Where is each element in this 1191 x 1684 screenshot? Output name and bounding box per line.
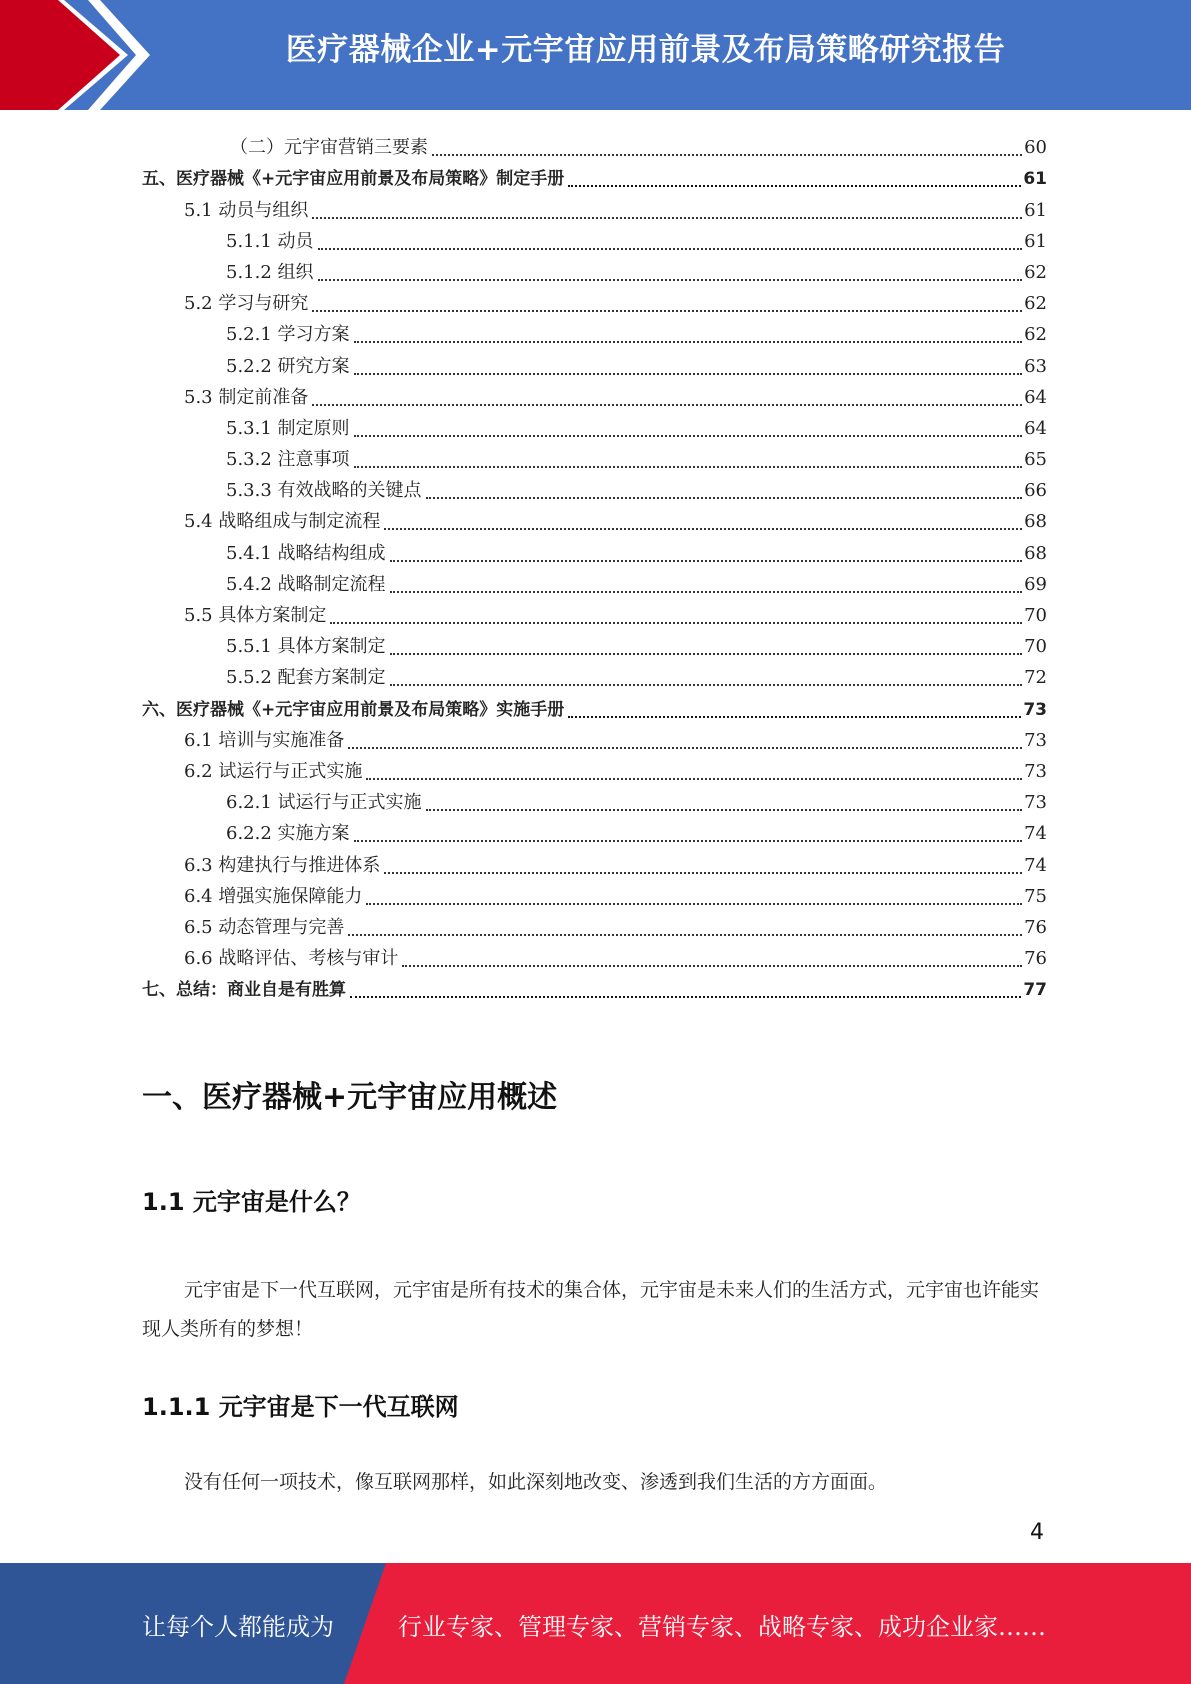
toc-entry-label: 5.2.1 学习方案 — [226, 324, 350, 346]
toc-entry-page: 62 — [1024, 324, 1047, 346]
body-paragraph: 元宇宙是下一代互联网，元宇宙是所有技术的集合体，元宇宙是未来人们的生活方式，元宇宙也许能实现人类所有的梦想！ — [142, 1279, 1040, 1340]
toc-entry-label: 5.1 动员与组织 — [184, 199, 309, 221]
subsection-heading: 1.1.1 元宇宙是下一代互联网 — [142, 1393, 459, 1421]
toc-entry-label: 七、总结：商业自是有胜算 — [142, 980, 346, 1001]
toc-dot-leader — [348, 933, 1022, 936]
toc-entry[interactable] — [142, 284, 1047, 315]
page-header — [0, 0, 1191, 110]
toc-entry-label: 6.2 试运行与正式实施 — [184, 760, 363, 782]
toc-entry-label: 6.2.2 实施方案 — [226, 823, 350, 845]
toc-entry-label: 6.4 增强实施保障能力 — [184, 885, 363, 907]
footer-slogan-left: 让每个人都能成为 — [142, 1613, 334, 1641]
toc-dot-leader — [354, 434, 1023, 437]
toc-entry-label: 5.5.1 具体方案制定 — [226, 636, 386, 658]
toc-entry-label: 5.4.2 战略制定流程 — [226, 573, 386, 595]
toc-entry[interactable] — [142, 409, 1047, 440]
page-footer — [0, 1563, 1191, 1684]
toc-entry-label: 5.3.2 注意事项 — [226, 449, 350, 471]
toc-dot-leader — [432, 153, 1022, 156]
toc-entry-page: 73 — [1023, 699, 1047, 720]
toc-dot-leader — [318, 247, 1023, 250]
toc-dot-leader — [354, 839, 1023, 842]
toc-dot-leader — [426, 496, 1023, 499]
toc-dot-leader — [366, 902, 1022, 905]
chapter-heading: 一、医疗器械+元宇宙应用概述 — [142, 1080, 558, 1115]
toc-entry-label: 5.2 学习与研究 — [184, 293, 309, 315]
toc-dot-leader — [390, 652, 1023, 655]
toc-entry-label: 6.2.1 试运行与正式实施 — [226, 792, 422, 814]
toc-entry[interactable] — [142, 845, 1047, 876]
toc-dot-leader — [568, 184, 1021, 187]
toc-entry[interactable] — [142, 783, 1047, 814]
toc-entry-label: 5.1.2 组织 — [226, 261, 314, 283]
toc-entry-page: 61 — [1024, 199, 1047, 221]
toc-dot-leader — [312, 403, 1022, 406]
toc-dot-leader — [384, 871, 1022, 874]
toc-entry[interactable] — [142, 752, 1047, 783]
toc-dot-leader — [390, 590, 1023, 593]
toc-entry-page: 72 — [1024, 667, 1047, 689]
page-number: 4 — [1030, 1520, 1044, 1545]
toc-dot-leader — [402, 964, 1022, 967]
toc-entry-page: 70 — [1024, 605, 1047, 626]
toc-entry-label: 五、医疗器械《+元宇宙应用前景及布局策略》制定手册 — [142, 169, 565, 190]
toc-entry-page: 66 — [1024, 480, 1047, 502]
toc-entry[interactable] — [142, 658, 1047, 689]
toc-dot-leader — [366, 777, 1022, 780]
toc-entry[interactable] — [142, 502, 1047, 533]
toc-entry-page: 70 — [1024, 636, 1047, 658]
toc-entry[interactable] — [142, 939, 1047, 970]
toc-entry-label: 5.3 制定前准备 — [184, 386, 309, 408]
body-paragraph: 没有任何一项技术，像互联网那样，如此深刻地改变、渗透到我们生活的方方面面。 — [184, 1471, 888, 1493]
toc-dot-leader — [426, 808, 1023, 811]
toc-dot-leader — [330, 621, 1022, 624]
toc-entry[interactable] — [142, 253, 1047, 284]
toc-entry-page: 69 — [1024, 573, 1047, 595]
toc-entry-page: 62 — [1024, 293, 1047, 315]
toc-entry-label: 5.4.1 战略结构组成 — [226, 542, 386, 564]
table-of-contents — [142, 128, 1047, 1001]
toc-entry-page: 61 — [1024, 230, 1047, 252]
toc-entry[interactable] — [142, 440, 1047, 471]
toc-dot-leader — [390, 559, 1023, 562]
toc-dot-leader — [312, 216, 1022, 219]
toc-entry[interactable] — [142, 128, 1047, 159]
toc-dot-leader — [390, 683, 1023, 686]
toc-entry-page: 64 — [1024, 417, 1047, 439]
toc-entry-label: 5.3.3 有效战略的关键点 — [226, 480, 422, 502]
document-title: 医疗器械企业+元宇宙应用前景及布局策略研究报告 — [285, 32, 1006, 68]
toc-entry[interactable] — [142, 533, 1047, 564]
toc-entry-label: 5.1.1 动员 — [226, 230, 314, 252]
toc-entry[interactable] — [142, 877, 1047, 908]
toc-entry-label: （二）元宇宙营销三要素 — [230, 137, 428, 159]
toc-entry-page: 73 — [1024, 729, 1047, 751]
toc-entry[interactable] — [142, 315, 1047, 346]
toc-entry[interactable] — [142, 689, 1047, 720]
toc-dot-leader — [354, 465, 1023, 468]
toc-entry-page: 61 — [1023, 169, 1047, 190]
toc-entry-page: 62 — [1024, 261, 1047, 283]
toc-dot-leader — [354, 340, 1023, 343]
toc-entry-label: 6.3 构建执行与推进体系 — [184, 854, 381, 876]
section-heading: 1.1 元宇宙是什么？ — [142, 1188, 361, 1216]
toc-entry[interactable] — [142, 970, 1047, 1001]
toc-dot-leader — [354, 372, 1023, 375]
toc-entry[interactable] — [142, 908, 1047, 939]
toc-entry-page: 73 — [1024, 760, 1047, 782]
toc-entry-page: 77 — [1023, 980, 1047, 1001]
toc-entry-label: 5.5.2 配套方案制定 — [226, 667, 386, 689]
toc-dot-leader — [348, 746, 1022, 749]
toc-entry-page: 60 — [1024, 137, 1047, 159]
toc-dot-leader — [318, 278, 1023, 281]
toc-entry-page: 63 — [1024, 355, 1047, 377]
toc-entry-label: 6.6 战略评估、考核与审计 — [184, 948, 399, 970]
toc-dot-leader — [312, 309, 1022, 312]
footer-slogan-right: 行业专家、管理专家、营销专家、战略专家、成功企业家…… — [398, 1613, 1046, 1641]
toc-entry[interactable] — [142, 190, 1047, 221]
toc-entry[interactable] — [142, 814, 1047, 845]
toc-entry[interactable] — [142, 596, 1047, 627]
toc-entry-label: 六、医疗器械《+元宇宙应用前景及布局策略》实施手册 — [142, 699, 565, 720]
toc-entry-label: 5.3.1 制定原则 — [226, 417, 350, 439]
toc-entry[interactable] — [142, 346, 1047, 377]
toc-entry[interactable] — [142, 159, 1047, 190]
toc-entry-page: 74 — [1024, 823, 1047, 845]
toc-entry[interactable] — [142, 222, 1047, 253]
toc-entry-page: 65 — [1024, 449, 1047, 471]
toc-dot-leader — [350, 995, 1021, 998]
toc-entry[interactable] — [142, 378, 1047, 409]
toc-entry-label: 5.2.2 研究方案 — [226, 355, 350, 377]
toc-entry-page: 68 — [1024, 542, 1047, 564]
toc-entry[interactable] — [142, 471, 1047, 502]
toc-entry-page: 64 — [1024, 386, 1047, 408]
toc-entry-page: 75 — [1024, 885, 1047, 907]
toc-entry-page: 73 — [1024, 792, 1047, 814]
toc-entry[interactable] — [142, 721, 1047, 752]
toc-entry-page: 68 — [1024, 511, 1047, 533]
toc-entry-page: 76 — [1024, 948, 1047, 970]
toc-dot-leader — [568, 715, 1021, 718]
toc-entry-label: 5.5 具体方案制定 — [184, 605, 327, 626]
toc-entry[interactable] — [142, 627, 1047, 658]
toc-entry-page: 74 — [1024, 854, 1047, 876]
toc-entry-label: 5.4 战略组成与制定流程 — [184, 511, 381, 533]
toc-entry-label: 6.1 培训与实施准备 — [184, 729, 345, 751]
toc-dot-leader — [384, 527, 1022, 530]
toc-entry-label: 6.5 动态管理与完善 — [184, 916, 345, 938]
toc-entry[interactable] — [142, 565, 1047, 596]
toc-entry-page: 76 — [1024, 916, 1047, 938]
